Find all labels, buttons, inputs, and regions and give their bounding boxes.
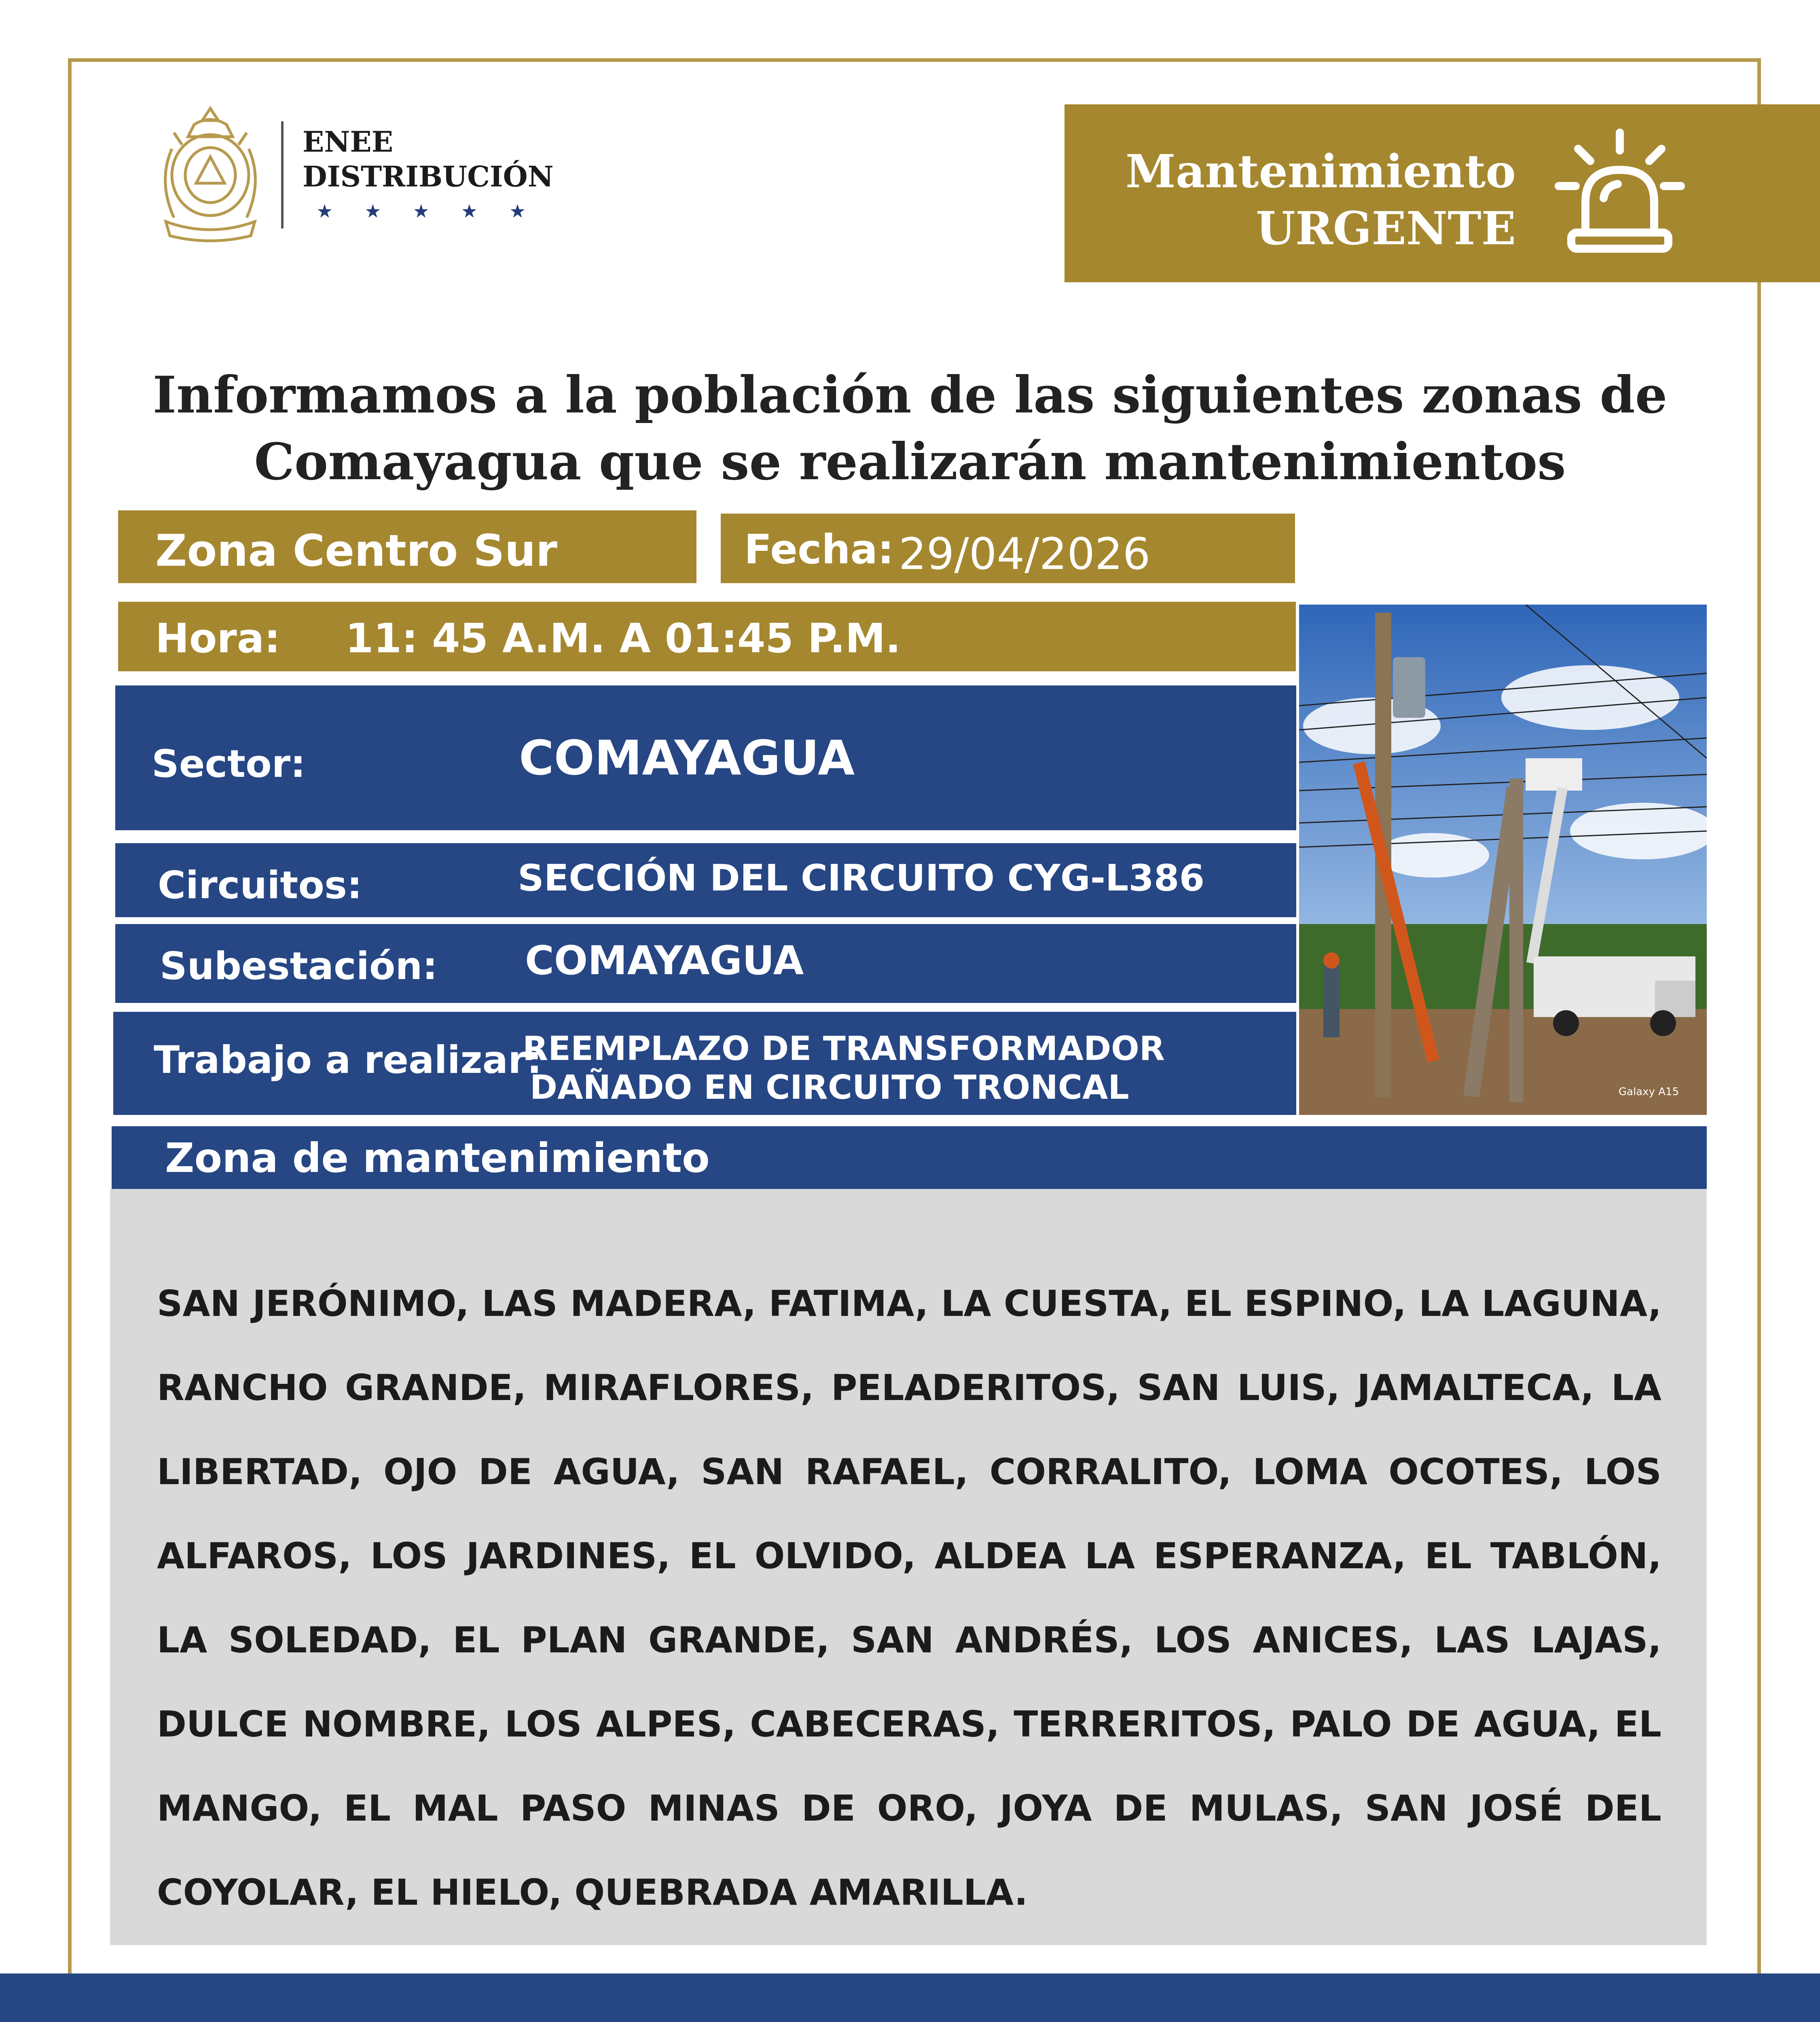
subestacion-bar <box>115 924 1296 1003</box>
fecha-value: 29/04/2026 <box>899 529 1151 580</box>
fecha-bar <box>721 514 1295 583</box>
badge-line1: Mantenimiento <box>1125 145 1516 198</box>
zona-mantenimiento-header <box>112 1126 1707 1189</box>
zonas-list: SAN JERÓNIMO, LAS MADERA, FATIMA, LA CUESTA, EL ESPINO, LA LAGUNA, RANCHO GRANDE, MIRAFLORES, PELADERITOS, SAN LUIS, JAMALTECA, LA LIBERTAD, OJO DE AGUA, SAN RAFAEL, CORRALITO, LOMA OCOTES, LOS ALFAROS, LOS JARDINES, EL OLVIDO, ALDEA LA ESPERANZA, EL TABLÓN, LA SOLEDAD, EL PLAN GRANDE, SAN ANDRÉS, LOS ANICES, LAS LAJAS, DULCE NOMBRE, LOS ALPES, CABECERAS, TERRERITOS, PALO DE AGUA, EL MANGO, EL MAL PASO MINAS DE ORO, JOYA DE MULAS, SAN JOSÉ DEL COYOLAR, EL HIELO, QUEBRADA AMARILLA. <box>157 1283 1661 1913</box>
badge-line2: URGENTE <box>1256 202 1516 255</box>
trabajo-label: Trabajo a realizar: <box>154 1038 542 1082</box>
logo-line2: DISTRIBUCIÓN <box>303 160 554 193</box>
page-title <box>121 362 1699 495</box>
photo-watermark: Galaxy A15 <box>1619 1086 1679 1098</box>
trabajo-bar <box>113 1012 1296 1115</box>
coat-of-arms-logo <box>150 100 271 246</box>
logo-divider <box>281 121 284 228</box>
subestacion-value: COMAYAGUA <box>525 938 804 984</box>
trabajo-line1: REEMPLAZO DE TRANSFORMADOR <box>523 1030 1165 1068</box>
logo-line1: ENEE <box>303 125 394 159</box>
circuitos-bar <box>115 843 1296 917</box>
trabajo-line2: DAÑADO EN CIRCUITO TRONCAL <box>530 1068 1129 1107</box>
title-line1: Informamos a la población de las siguientes zonas de <box>152 366 1668 425</box>
fecha-label: Fecha: <box>744 526 894 573</box>
sector-label: Sector: <box>152 742 306 786</box>
zona-mantenimiento-label: Zona de mantenimiento <box>165 1134 710 1182</box>
footer <box>0 1973 1820 2022</box>
sector-bar <box>115 685 1296 830</box>
zona-label: Zona Centro Sur <box>155 526 557 576</box>
zona-bar <box>118 510 696 583</box>
logo-stars: ★★★★★ <box>316 200 558 222</box>
alarm-siren-icon <box>1553 125 1687 255</box>
hora-value: 11: 45 A.M. A 01:45 P.M. <box>345 615 901 662</box>
hora-bar <box>118 602 1296 671</box>
sector-value: COMAYAGUA <box>519 730 855 786</box>
circuitos-value: SECCIÓN DEL CIRCUITO CYG-L386 <box>518 857 1205 899</box>
subestacion-label: Subestación: <box>160 944 438 988</box>
title-line2: Comayagua que se realizarán mantenimientos <box>254 432 1566 491</box>
circuitos-label: Circuitos: <box>158 863 362 907</box>
maintenance-photo <box>1299 605 1707 1115</box>
hora-label: Hora: <box>155 615 281 662</box>
